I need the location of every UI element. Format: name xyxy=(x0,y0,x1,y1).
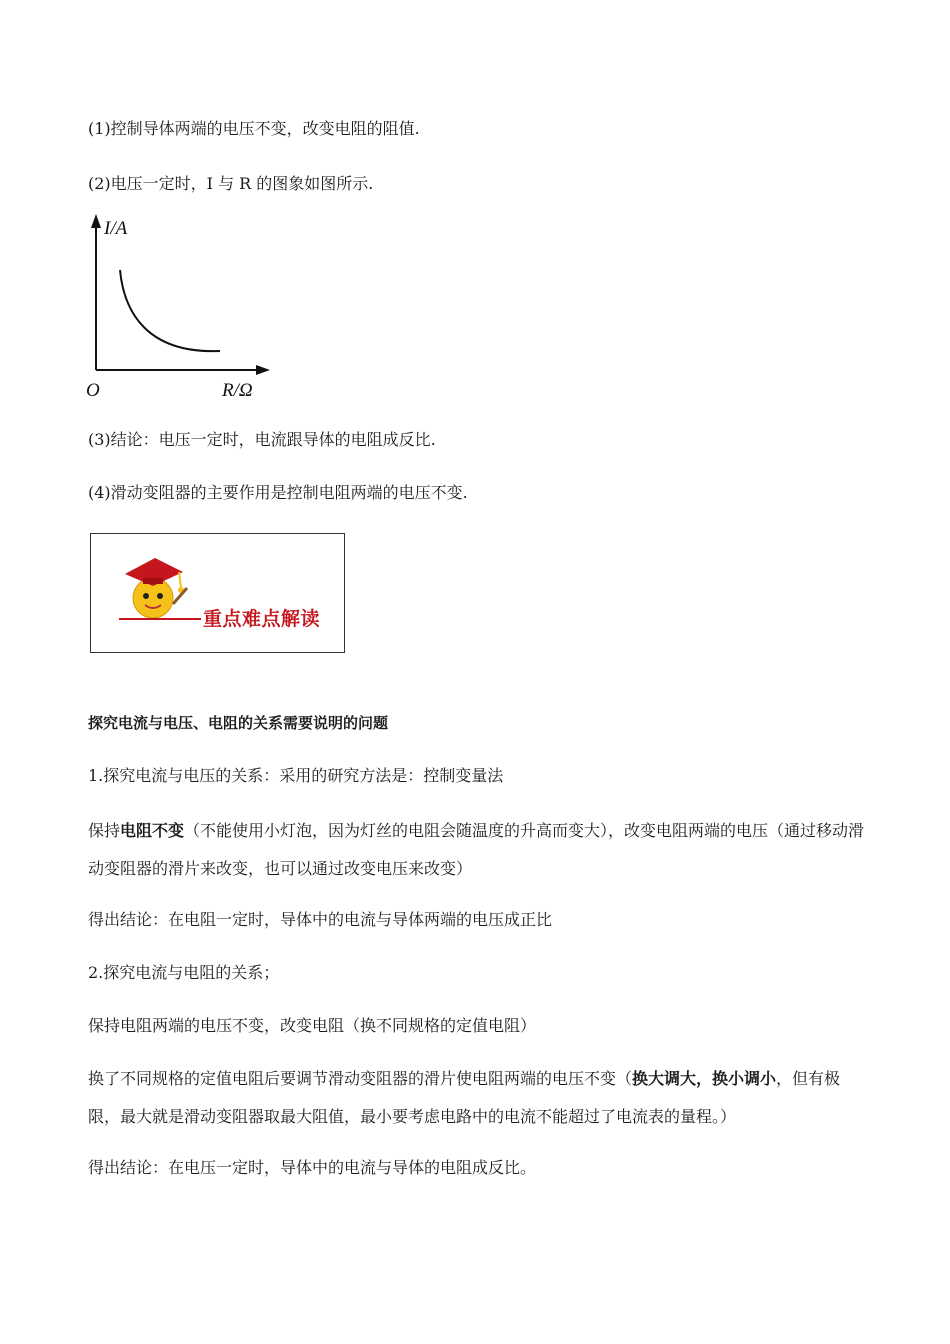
mascot-icon xyxy=(115,548,195,628)
item2-adjust-rest: ，但有极限，最大就是滑动变阻器取最大阻值，最小要考虑电路中的电流不能超过了电流表的量程。） xyxy=(88,1069,841,1126)
y-axis-arrow xyxy=(91,214,101,228)
item2-keep: 保持电阻两端的电压不变，改变电阻（换不同规格的定值电阻） xyxy=(88,1016,537,1035)
item2-adjust-bold: 换大调大，换小调小 xyxy=(632,1069,777,1088)
paragraph-3: (3)结论：电压一定时，电流跟导体的电阻成反比. xyxy=(88,430,436,449)
key-points-badge xyxy=(90,533,345,653)
current-resistance-graph xyxy=(80,208,280,403)
item1-keep-rest: ，改变电阻两端的电压（通过移动滑动变阻器的滑片来改变，也可以通过改变电压来改变） xyxy=(88,821,865,878)
x-axis-label: R/Ω xyxy=(222,380,253,401)
item2-adjust-prefix: 换了不同规格的定值电阻后要调节滑动变阻器的滑片使电阻两端的电压不变（ xyxy=(88,1069,633,1088)
x-axis-arrow xyxy=(256,365,270,375)
origin-label: O xyxy=(86,380,100,401)
item1-keep xyxy=(88,812,868,888)
item1-conclusion: 得出结论：在电阻一定时，导体中的电流与导体两端的电压成正比 xyxy=(88,910,553,929)
paragraph-2: (2)电压一定时，I 与 R 的图象如图所示. xyxy=(88,174,374,193)
paragraph-1: (1)控制导体两端的电压不变，改变电阻的阻值. xyxy=(88,119,420,138)
badge-underline xyxy=(119,618,201,620)
item1-title: 1.探究电流与电压的关系：采用的研究方法是：控制变量法 xyxy=(88,766,504,785)
item2-conclusion: 得出结论：在电压一定时，导体中的电流与导体的电阻成反比。 xyxy=(88,1158,537,1177)
item1-keep-prefix: 保持 xyxy=(88,821,121,840)
badge-label: 重点难点解读 xyxy=(203,608,321,630)
paragraph-4: (4)滑动变阻器的主要作用是控制电阻两端的电压不变. xyxy=(88,483,468,502)
item2-adjust xyxy=(88,1060,868,1136)
item1-keep-paren: （不能使用小灯泡，因为灯丝的电阻会随温度的升高而变大） xyxy=(184,821,609,840)
y-axis-label: I/A xyxy=(104,218,128,239)
item1-keep-bold: 电阻不变 xyxy=(120,821,185,840)
inverse-curve xyxy=(120,270,220,351)
item2-title: 2.探究电流与电阻的关系； xyxy=(88,963,280,982)
section-heading: 探究电流与电压、电阻的关系需要说明的问题 xyxy=(88,714,389,732)
